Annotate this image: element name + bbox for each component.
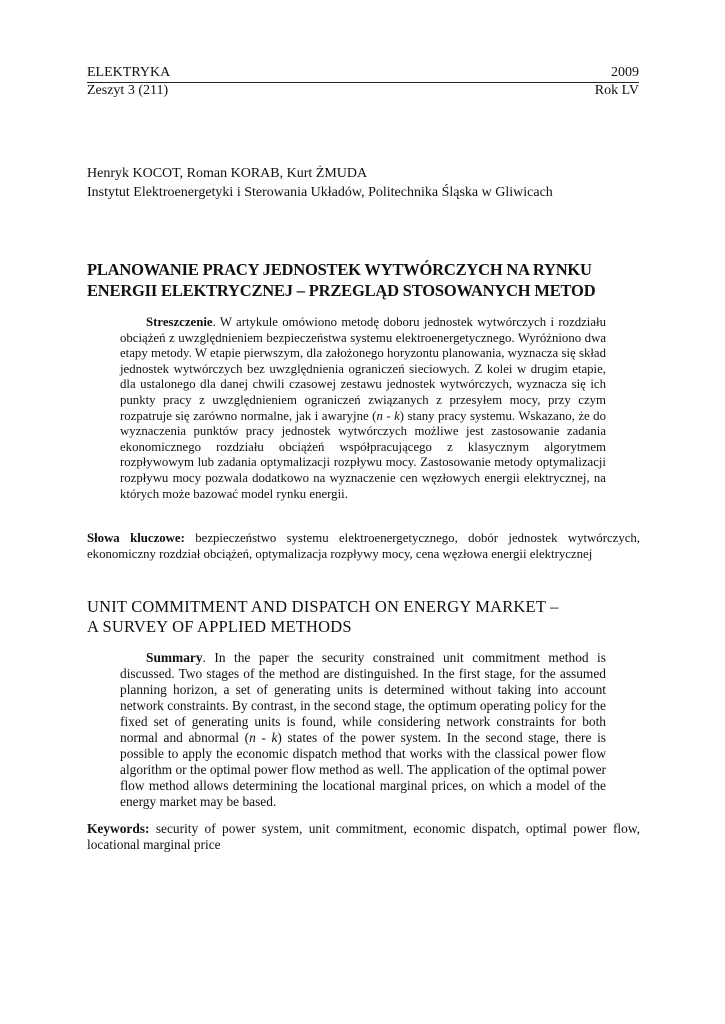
abstract-polish [120, 315, 606, 502]
keywords-english-label: Keywords: [87, 821, 150, 836]
abstract-english-label: Summary [146, 650, 203, 665]
journal-name: ELEKTRYKA [87, 65, 171, 80]
running-header-bottom [87, 83, 639, 99]
keywords-english [87, 821, 640, 853]
keywords-english-text: security of power system, unit commitment, economic dispatch, optimal power flow, locational marginal price [87, 821, 640, 852]
title-english-line-1: UNIT COMMITMENT AND DISPATCH ON ENERGY MARKET – [87, 597, 559, 616]
authors: Henryk KOCOT, Roman KORAB, Kurt ŻMUDA [87, 166, 368, 181]
title-polish-line-1: PLANOWANIE PRACY JEDNOSTEK WYTWÓRCZYCH NA RYNKU [87, 260, 592, 279]
abstract-english-nk: n - k [249, 730, 278, 745]
title-english-line-2: A SURVEY OF APPLIED METHODS [87, 617, 352, 636]
abstract-polish-text-2: ) stany pracy systemu. Wskazano, że do wyznaczenia punktów pracy jednostek wytwórczych możliwe jest zastosowanie zadania ekonomicznego rozdziału obciążeń współpracującego z klasycznym algorytmem rozpływowym lub zadania optymalizacji rozpływu mocy. Zastosowanie metody optymalizacji rozpływu mocy pozwala dodatkowo na wyznaczenie cen węzłowych energii elektrycznej, na których może bazować model rynku energii. [120, 408, 606, 501]
abstract-polish-label: Streszczenie [146, 315, 213, 329]
volume-number: Rok LV [594, 83, 639, 98]
abstract-polish-text: . W artykule omówiono metodę doboru jednostek wytwórczych i rozdziału obciążeń z uwzględnieniem bezpieczeństwa systemu elektroenergetycznego. Wyróżniono dwa etapy metody. W etapie pierwszym, dla założonego horyzontu planowania, wyznacza się skład jednostek wytwórczych bez uwzględnienia ograniczeń sieciowych. Z kolei w drugim etapie, dla ustalonego dla danej chwili czasowej zestawu jednostek wytwórczych, wyznacza się ich punkty pracy z uwzględnieniem ograniczeń związanych z przesyłem mocy, przy czym rozpatruje się zarówno normalne, jak i awaryjne ( [120, 315, 606, 423]
keywords-polish-text: bezpieczeństwo systemu elektroenergetycznego, dobór jednostek wytwórczych, ekonomiczny rozdział obciążeń, optymalizacja rozpływy mocy, cena węzłowa energii elektrycznej [87, 531, 640, 561]
abstract-english-text: . In the paper the security constrained unit commitment method is discussed. Two stages of the method are distinguished. In the first stage, for the assumed planning horizon, a set of generating units is determined without taking into account network constraints. By contrast, in the second stage, the optimum operating policy for the fixed set of generating units is found, while considering network constraints for both normal and abnormal ( [120, 650, 606, 745]
keywords-polish-label: Słowa kluczowe: [87, 531, 185, 545]
keywords-polish [87, 530, 640, 562]
issue-number: Zeszyt 3 (211) [87, 83, 169, 98]
abstract-english [120, 650, 606, 810]
abstract-polish-nk: n - k [376, 408, 400, 423]
title-polish [87, 259, 647, 301]
abstract-english-text-2: ) states of the power system. In the second stage, there is possible to apply the economic dispatch method that works with the classical power flow algorithm or the optimal power flow method as well. The application of the optimal power flow method allows determining the locational marginal prices, on which a model of the energy market may be based. [120, 730, 606, 809]
title-english [87, 597, 647, 637]
title-polish-line-2: ENERGII ELEKTRYCZNEJ – PRZEGLĄD STOSOWANYCH METOD [87, 281, 596, 300]
affiliation: Instytut Elektroenergetyki i Sterowania Układów, Politechnika Śląska w Gliwicach [87, 185, 553, 200]
journal-year: 2009 [611, 65, 639, 80]
running-header-top [87, 65, 639, 83]
